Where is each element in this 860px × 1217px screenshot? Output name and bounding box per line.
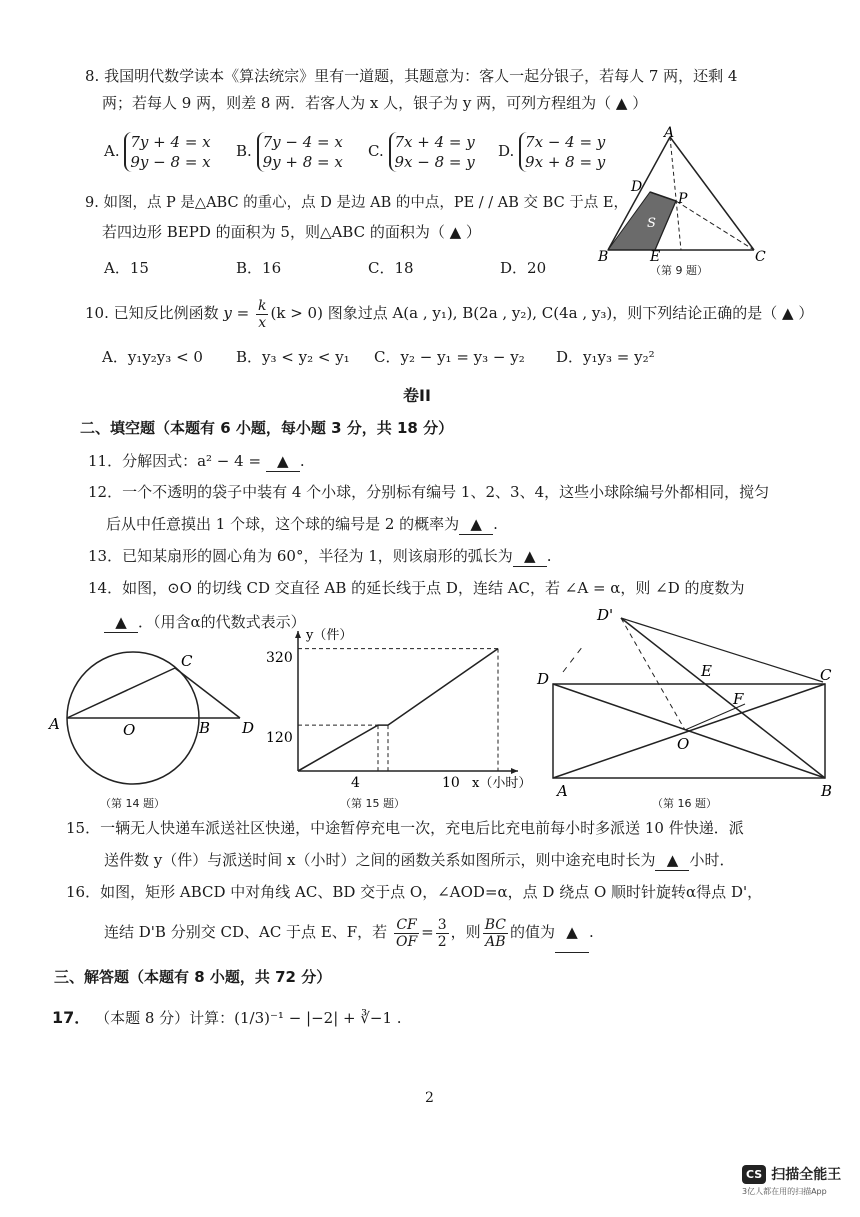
fig16-label-c: C — [820, 666, 832, 684]
quadrilateral-bepd-shading — [608, 192, 676, 250]
fig16-label-d-prime: D' — [597, 606, 614, 624]
fig9-label-e: E — [650, 249, 661, 265]
q14-line1: 14．如图，⊙O 的切线 CD 交直径 AB 的延长线于点 D，连结 AC，若 ∠A = α，则 ∠D 的度数为 — [88, 579, 745, 597]
figure-14-caption: （第 14 题） — [100, 797, 165, 810]
fig14-label-b: B — [199, 719, 211, 737]
q11: 11．分解因式：a² − 4 = ▲ . — [88, 452, 305, 470]
figure-16-rectangle — [535, 600, 835, 798]
chart-x-arrow — [511, 768, 518, 774]
page-number: 2 — [425, 1090, 434, 1106]
chart-xtick-4: 4 — [351, 775, 360, 791]
q15-line1: 15．一辆无人快递车派送社区快递，中途暂停充电一次，充电后比充电前每小时多派送 10 件快递．派 — [66, 819, 744, 837]
chart-y-arrow — [295, 631, 301, 638]
q13: 13．已知某扇形的圆心角为 60°，半径为 1，则该扇形的弧长为 ▲ . — [88, 547, 552, 565]
q15-line2: 送件数 y（件）与派送时间 x（小时）之间的函数关系如图所示，则中途充电时长为 ▲ 小时． — [104, 851, 735, 869]
q16-line1: 16．如图，矩形 ABCD 中对角线 AC、BD 交于点 O，∠AOD=α，点 D 绕点 O 顺时针旋转α得点 D'， — [66, 883, 763, 901]
scanner-logo-icon: CS — [742, 1165, 766, 1184]
fig16-label-f: F — [733, 690, 744, 708]
fig16-label-a: A — [557, 782, 568, 798]
q10-option-d: D．y₁y₃ = y₂² — [556, 348, 655, 366]
q9-line2: 若四边形 BEPD 的面积为 5，则△ABC 的面积为（ ▲ ） — [102, 223, 481, 241]
q10-option-b: B．y₃ < y₂ < y₁ — [236, 348, 350, 366]
fig9-label-d: D — [631, 179, 643, 195]
scanner-watermark — [742, 1164, 841, 1197]
figure-14-circle — [45, 645, 265, 795]
fig16-label-b: B — [821, 782, 833, 798]
q17: 17． （本题 8 分）计算：(1/3)⁻¹ − |−2| + ∛−1 . — [52, 1008, 402, 1027]
fig16-label-o: O — [677, 735, 690, 753]
q8-option-c: C. 7x + 4 = y 9x − 8 = y — [368, 133, 475, 171]
fig9-label-a: A — [664, 125, 675, 141]
q8-line1: 8. 我国明代数学读本《算法统宗》里有一道题，其题意为：客人一起分银子，若每人 7 两，还剩 4 — [85, 67, 738, 85]
q12-line1: 12．一个不透明的袋子中装有 4 个小球，分别标有编号 1、2、3、4，这些小球除编号外都相同，搅匀 — [88, 483, 770, 501]
q8-option-b: B. 7y − 4 = x 9y + 8 = x — [236, 133, 343, 171]
fig9-label-b: B — [598, 249, 609, 265]
figure-16-caption: （第 16 题） — [652, 797, 717, 810]
chart-series-line — [298, 649, 498, 771]
q10-option-c: C．y₂ − y₁ = y₃ − y₂ — [374, 348, 525, 366]
chart-ytick-120: 120 — [266, 730, 293, 746]
figure-15-chart — [262, 625, 552, 797]
fig9-label-c: C — [755, 249, 766, 265]
q8-line2: 两；若每人 9 两，则差 8 两．若客人为 x 人，银子为 y 两，可列方程组为（ ▲ ） — [102, 94, 648, 112]
chart-xtick-10: 10 — [442, 775, 460, 791]
fig9-label-p: P — [678, 191, 688, 207]
q14-line2: ▲ ．（用含α的代数式表示） — [104, 612, 306, 633]
q9-option-a: A．15 — [104, 259, 149, 277]
figure-9-caption: （第 9 题） — [650, 264, 708, 277]
section-2-heading: 二、填空题（本题有 6 小题，每小题 3 分，共 18 分） — [80, 419, 454, 437]
fig14-label-d: D — [242, 719, 255, 737]
q10-stem: 10. 已知反比例函数 y = $\frac{k}{x}$ (k > 0) 图象过点 A(a , y₁), B(2a , y₂), C(4a , y₃)，则下列结论正确的是（ ▲ ） — [85, 297, 814, 331]
q9-line1: 9. 如图，点 P 是△ABC 的重心，点 D 是边 AB 的中点，PE / / AB 交 BC 于点 E， — [85, 195, 628, 211]
section-3-heading: 三、解答题（本题有 8 小题，共 72 分） — [54, 968, 332, 986]
fig14-label-o: O — [123, 721, 136, 739]
q16-line2: 连结 D'B 分别交 CD、AC 于点 E、F，若 $\frac{CF}{OF}$ = $\frac{3}{2}$ ，则 $\frac{BC}{AB}$ 的值为 ▲ . — [104, 912, 594, 953]
scanner-app-name: 扫描全能王 — [771, 1167, 842, 1183]
figure-9-triangle — [592, 125, 782, 280]
q10-option-a: A．y₁y₂y₃ < 0 — [102, 348, 203, 366]
q12-line2: 后从中任意摸出 1 个球，这个球的编号是 2 的概率为 ▲ . — [106, 515, 498, 533]
chart-xlabel: x（小时） — [472, 776, 532, 791]
chart15-plot — [295, 631, 518, 774]
volume-heading: 卷II — [403, 386, 431, 405]
fig14-label-c: C — [181, 652, 193, 670]
q9-option-d: D．20 — [500, 259, 547, 277]
chart-ytick-320: 320 — [266, 650, 293, 666]
figure-15-caption: （第 15 题） — [340, 797, 405, 810]
chart-ylabel: y（件） — [306, 628, 353, 643]
fig14-label-a: A — [49, 715, 60, 733]
q8-option-a: A. 7y + 4 = x 9y − 8 = x — [104, 133, 211, 171]
fig16-label-e: E — [701, 662, 712, 680]
q8-option-d: D. 7x − 4 = y 9x + 8 = y — [498, 133, 606, 171]
q9-option-c: C．18 — [368, 259, 414, 277]
q9-option-b: B．16 — [236, 259, 282, 277]
scanner-tagline: 3亿人都在用的扫描App — [742, 1187, 827, 1196]
fig16-label-d: D — [537, 670, 550, 688]
fig9-label-s: S — [647, 216, 656, 231]
